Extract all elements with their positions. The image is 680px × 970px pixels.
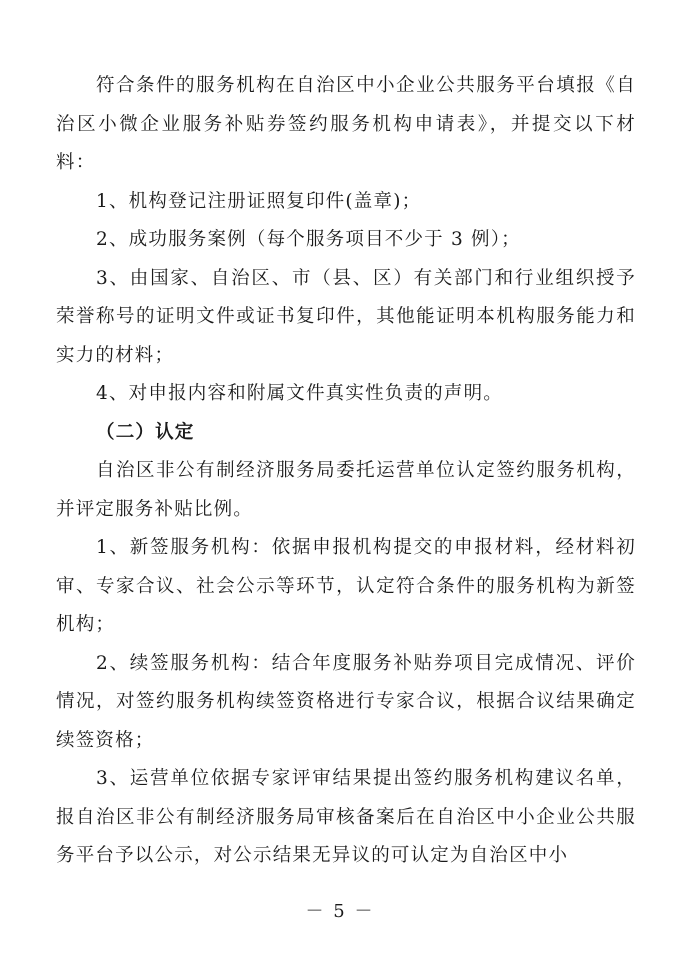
list-item-recommendation-list: 3、运营单位依据专家评审结果提出签约服务机构建议名单，报自治区非公有制经济服务局审核备案后在自治区中小企业公共服务平台予以公示，对公示结果无异议的可认定为自治区中小	[56, 768, 636, 866]
page-number: － 5 －	[305, 901, 375, 922]
list-item-authenticity-statement: 4、对申报内容和附属文件真实性负责的声明。	[96, 383, 503, 404]
list-item-service-cases: 2、成功服务案例（每个服务项目不少于 3 例）；	[96, 229, 521, 250]
list-item-new-institutions: 1、新签服务机构：依据申报机构提交的申报材料，经材料初审、专家合议、社会公示等环节，认定符合条件的服务机构为新签机构；	[56, 537, 636, 635]
paragraph-certification-intro: 自治区非公有制经济服务局委托运营单位认定签约服务机构，并评定服务补贴比例。	[56, 460, 636, 520]
list-item-renewal-institutions: 2、续签服务机构：结合年度服务补贴券项目完成情况、评价情况，对签约服务机构续签资格进行专家合议，根据合议结果确定续签资格；	[56, 652, 636, 751]
list-item-honor-certificates: 3、由国家、自治区、市（县、区）有关部门和行业组织授予荣誉称号的证明文件或证书复印件，其他能证明本机构服务能力和实力的材料；	[56, 267, 636, 366]
paragraph-application-intro: 符合条件的服务机构在自治区中小企业公共服务平台填报《自治区小微企业服务补贴券签约服务机构申请表》，并提交以下材料：	[56, 75, 636, 173]
section-heading-certification: （二）认定	[96, 421, 195, 443]
document-body	[56, 67, 636, 876]
list-item-registration-copy: 1、机构登记注册证照复印件(盖章)；	[96, 190, 422, 212]
